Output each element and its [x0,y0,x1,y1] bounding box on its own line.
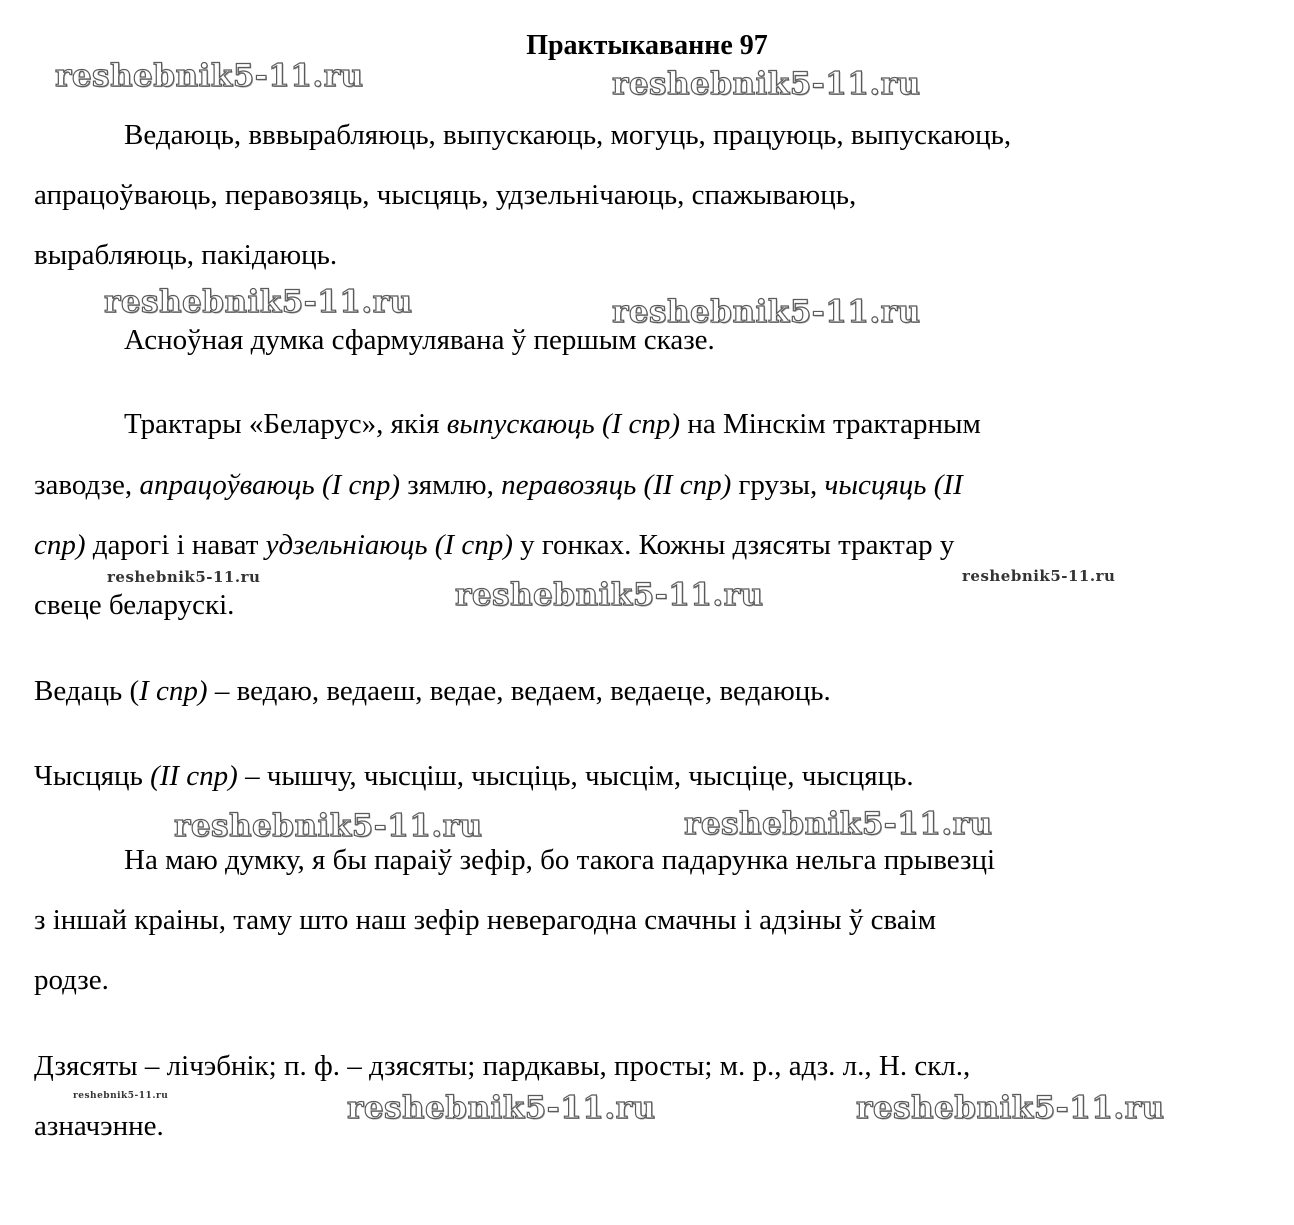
watermark: reshebnik5-11.ru [174,808,483,844]
verb-italic: удзельніаюць (I спр) [265,529,513,561]
conjugation-italic: (II спр) [150,760,238,792]
paragraph-3-line-4: свеце беларускі. [34,589,235,621]
paragraph-3-line-1 [124,406,981,442]
watermark: reshebnik5-11.ru [73,1091,169,1101]
conjugation-italic: I спр) [139,675,208,707]
paragraph-3-line-2 [34,467,963,503]
watermark: reshebnik5-11.ru [612,66,921,102]
watermark: reshebnik5-11.ru [104,284,413,320]
paragraph-5 [34,758,914,794]
text: Трактары «Беларус», якія [124,408,447,440]
text: – ведаю, ведаеш, ведае, ведаем, ведаеце, ведаюць. [207,675,831,707]
paragraph-7-line-2: азначэнне. [34,1110,164,1142]
text: – чышчу, чысціш, чысціць, чысцім, чысціце, чысцяць. [237,760,914,792]
text: грузы, [731,469,825,501]
watermark: reshebnik5-11.ru [962,567,1116,585]
verb-italic: выпускаюць (I спр) [446,408,681,440]
paragraph-2: Асноўная думка сфармулявана ў першым сказе. [124,324,715,356]
watermark: reshebnik5-11.ru [856,1090,1165,1126]
paragraph-1-line-3: вырабляюць, пакідаюць. [34,239,338,271]
paragraph-1-line-2: апрацоўваюць, перавозяць, чысцяць, удзельнічаюць, спажываюць, [34,179,857,211]
text: зямлю, [400,469,502,501]
watermark: reshebnik5-11.ru [107,568,261,586]
text: на Мінскім трактарным [680,408,981,440]
verb-italic: чысцяць (II [824,469,963,501]
paragraph-6-line-3: родзе. [34,964,109,996]
text: заводзе, [34,469,140,501]
text: Ведаць ( [34,675,140,707]
page-title: Практыкаванне 97 [526,30,768,61]
watermark: reshebnik5-11.ru [347,1090,656,1126]
paragraph-6-line-2: з іншай краіны, таму што наш зефір неверагодна смачны і адзіны ў сваім [34,904,937,936]
text: у гонках. Кожны дзясяты трактар у [512,529,955,561]
paragraph-3-line-3 [34,527,954,563]
watermark: reshebnik5-11.ru [55,58,364,94]
verb-italic: апрацоўваюць (I спр) [139,469,401,501]
watermark: reshebnik5-11.ru [684,806,993,842]
verb-italic: перавозяць (II спр) [501,469,732,501]
watermark: reshebnik5-11.ru [612,294,921,330]
text: Чысцяць [34,760,151,792]
watermark: reshebnik5-11.ru [455,577,764,613]
paragraph-1-line-1: Ведаюць, вввырабляюць, выпускаюць, могуць, працуюць, выпускаюць, [124,119,1012,151]
paragraph-7-line-1: Дзясяты – лічэбнік; п. ф. – дзясяты; пардкавы, просты; м. р., адз. л., Н. скл., [34,1050,971,1082]
paragraph-6-line-1: На маю думку, я бы параіў зефір, бо такога падарунка нельга прывезці [124,844,996,876]
text: дарогі і нават [85,529,266,561]
paragraph-4 [34,673,831,709]
verb-italic: спр) [34,529,86,561]
